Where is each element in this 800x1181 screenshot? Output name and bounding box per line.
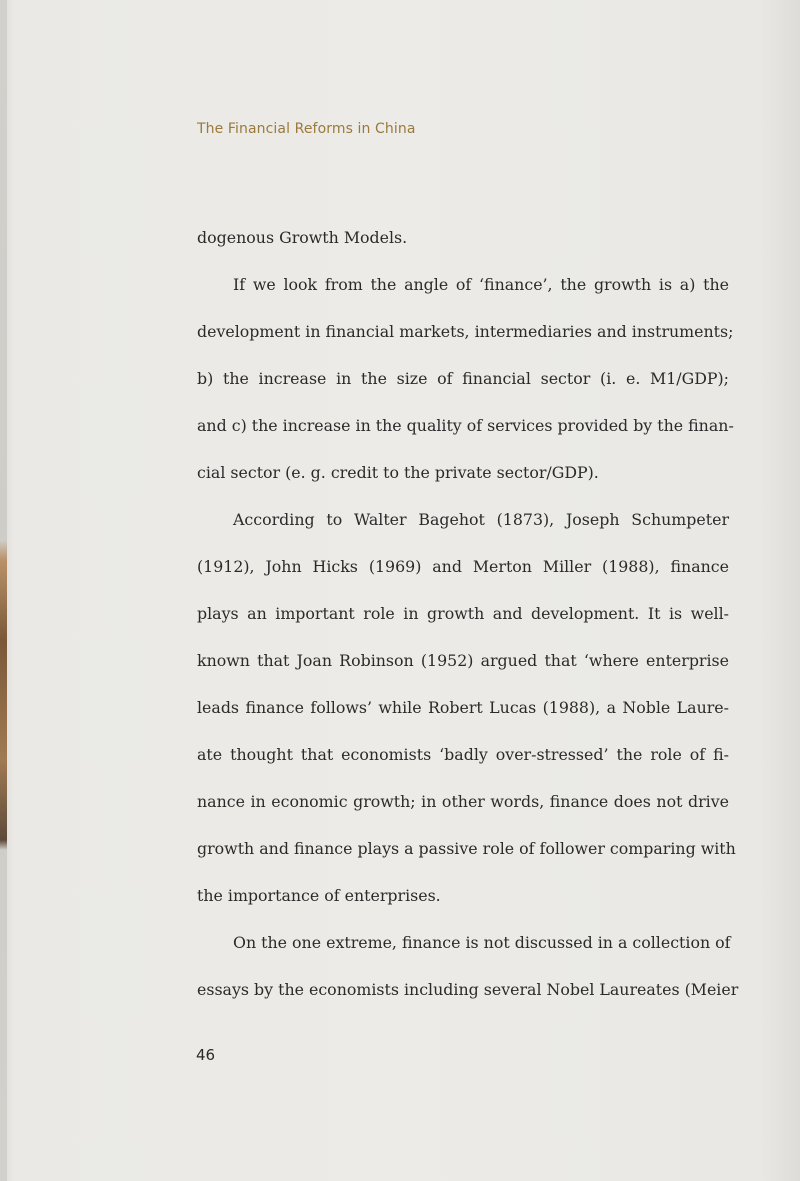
text-line: essays by the economists including several Nobel Laureates (Meier <box>197 980 739 999</box>
body-text <box>197 222 739 1021</box>
text-line: plays an important role in growth and development. It is well- <box>197 604 729 623</box>
text-line: dogenous Growth Models. <box>197 228 408 247</box>
running-header: The Financial Reforms in China <box>197 121 416 137</box>
text-line: nance in economic growth; in other words, finance does not drive <box>197 792 729 811</box>
text-line: and c) the increase in the quality of services provided by the finan- <box>197 416 734 435</box>
text-line: known that Joan Robinson (1952) argued that ‘where enterprise <box>197 651 729 670</box>
page-number: 46 <box>196 1046 216 1064</box>
text-line: development in financial markets, intermediaries and instruments; <box>197 322 734 341</box>
text-line: cial sector (e. g. credit to the private sector/GDP). <box>197 463 599 482</box>
text-line: (1912), John Hicks (1969) and Merton Miller (1988), finance <box>197 557 729 576</box>
page-edge-shadow <box>0 0 7 1181</box>
text-line: According to Walter Bagehot (1873), Joseph Schumpeter <box>233 510 729 529</box>
text-line: growth and finance plays a passive role of follower comparing with <box>197 839 736 858</box>
text-line: b) the increase in the size of financial sector (i. e. M1/GDP); <box>197 369 729 388</box>
text-line: leads finance follows’ while Robert Lucas (1988), a Noble Laure- <box>197 698 729 717</box>
text-line: On the one extreme, finance is not discussed in a collection of <box>233 933 731 952</box>
text-line: ate thought that economists ‘badly over-stressed’ the role of fi- <box>197 745 729 764</box>
text-line: If we look from the angle of ‘finance’, the growth is a) the <box>233 275 729 294</box>
text-line: the importance of enterprises. <box>197 886 441 905</box>
